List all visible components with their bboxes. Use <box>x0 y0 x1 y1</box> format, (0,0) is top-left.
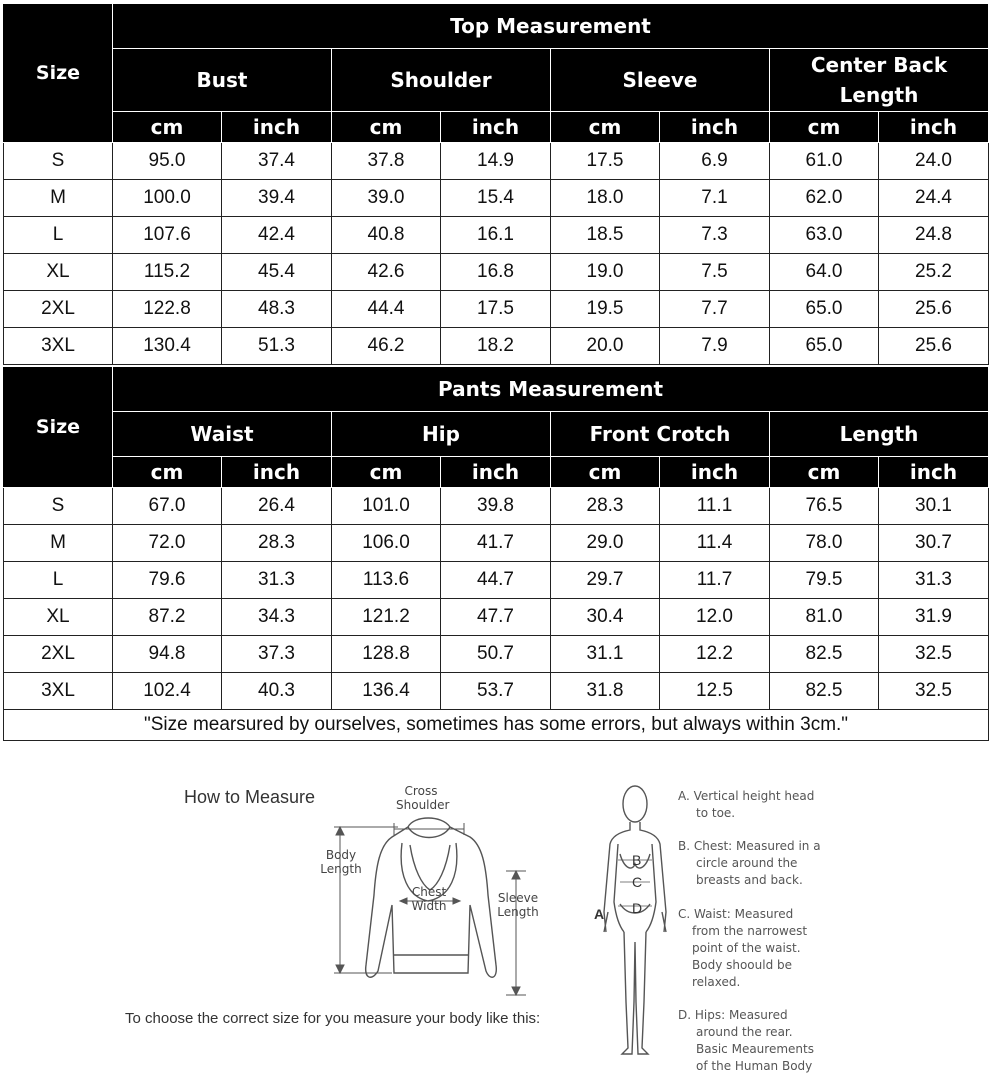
table-title: Top Measurement <box>113 4 989 49</box>
value-cell: 24.0 <box>879 143 989 180</box>
size-cell: 3XL <box>4 328 113 365</box>
value-cell: 18.5 <box>551 217 660 254</box>
value-cell: 14.9 <box>441 143 551 180</box>
value-cell: 81.0 <box>770 599 879 636</box>
value-cell: 31.1 <box>551 636 660 673</box>
unit-header: cm <box>770 457 879 488</box>
value-cell: 87.2 <box>113 599 222 636</box>
note-a: A. Vertical height head to toe. <box>678 789 815 820</box>
value-cell: 44.7 <box>441 562 551 599</box>
value-cell: 20.0 <box>551 328 660 365</box>
table-row <box>4 217 989 254</box>
body-figure-illustration <box>590 782 680 1062</box>
value-cell: 82.5 <box>770 673 879 710</box>
value-cell: 37.3 <box>222 636 332 673</box>
value-cell: 115.2 <box>113 254 222 291</box>
size-cell: 2XL <box>4 291 113 328</box>
value-cell: 37.8 <box>332 143 441 180</box>
value-cell: 44.4 <box>332 291 441 328</box>
value-cell: 19.5 <box>551 291 660 328</box>
value-cell: 63.0 <box>770 217 879 254</box>
value-cell: 7.7 <box>660 291 770 328</box>
unit-header: cm <box>113 457 222 488</box>
size-cell: XL <box>4 254 113 291</box>
note-c: C. Waist: Measured from the narrowest point of the waist. Body shoould be relaxed. <box>678 907 808 989</box>
value-cell: 29.7 <box>551 562 660 599</box>
measurement-note: "Size mearsured by ourselves, sometimes has some errors, but always within 3cm." <box>4 710 989 741</box>
value-cell: 94.8 <box>113 636 222 673</box>
value-cell: 37.4 <box>222 143 332 180</box>
group-header: Waist <box>113 412 332 457</box>
size-cell: 2XL <box>4 636 113 673</box>
value-cell: 26.4 <box>222 488 332 525</box>
value-cell: 121.2 <box>332 599 441 636</box>
unit-header: cm <box>332 112 441 143</box>
value-cell: 51.3 <box>222 328 332 365</box>
size-cell: 3XL <box>4 673 113 710</box>
value-cell: 31.9 <box>879 599 989 636</box>
value-cell: 24.4 <box>879 180 989 217</box>
value-cell: 31.3 <box>879 562 989 599</box>
group-header: Length <box>770 412 989 457</box>
value-cell: 76.5 <box>770 488 879 525</box>
unit-header: cm <box>551 112 660 143</box>
letter-a: A <box>594 906 605 922</box>
unit-header: cm <box>113 112 222 143</box>
unit-header: inch <box>441 457 551 488</box>
value-cell: 61.0 <box>770 143 879 180</box>
value-cell: 11.4 <box>660 525 770 562</box>
value-cell: 122.8 <box>113 291 222 328</box>
value-cell: 6.9 <box>660 143 770 180</box>
value-cell: 48.3 <box>222 291 332 328</box>
unit-header: cm <box>770 112 879 143</box>
unit-header: inch <box>441 112 551 143</box>
value-cell: 19.0 <box>551 254 660 291</box>
value-cell: 25.6 <box>879 328 989 365</box>
value-cell: 65.0 <box>770 291 879 328</box>
value-cell: 31.8 <box>551 673 660 710</box>
value-cell: 101.0 <box>332 488 441 525</box>
table-title: Pants Measurement <box>113 367 989 412</box>
table-row <box>4 488 989 525</box>
value-cell: 17.5 <box>441 291 551 328</box>
value-cell: 78.0 <box>770 525 879 562</box>
value-cell: 32.5 <box>879 673 989 710</box>
value-cell: 30.1 <box>879 488 989 525</box>
value-cell: 31.3 <box>222 562 332 599</box>
value-cell: 46.2 <box>332 328 441 365</box>
value-cell: 29.0 <box>551 525 660 562</box>
guide-instruction: To choose the correct size for you measure your body like this: <box>125 1010 541 1027</box>
value-cell: 41.7 <box>441 525 551 562</box>
value-cell: 39.8 <box>441 488 551 525</box>
value-cell: 12.5 <box>660 673 770 710</box>
pants-measurement-table <box>3 366 989 741</box>
body-length-label: Body Length <box>320 848 362 876</box>
chest-width-label: Chest Width <box>411 885 447 913</box>
letter-d: D <box>632 900 643 916</box>
unit-header: inch <box>660 457 770 488</box>
table-row <box>4 599 989 636</box>
table-row <box>4 562 989 599</box>
unit-header: inch <box>222 112 332 143</box>
value-cell: 128.8 <box>332 636 441 673</box>
size-header: Size <box>4 4 113 143</box>
value-cell: 62.0 <box>770 180 879 217</box>
value-cell: 34.3 <box>222 599 332 636</box>
size-cell: L <box>4 217 113 254</box>
measure-guide <box>0 760 989 1080</box>
size-cell: M <box>4 180 113 217</box>
value-cell: 72.0 <box>113 525 222 562</box>
value-cell: 45.4 <box>222 254 332 291</box>
value-cell: 53.7 <box>441 673 551 710</box>
value-cell: 11.7 <box>660 562 770 599</box>
value-cell: 100.0 <box>113 180 222 217</box>
table-row <box>4 328 989 365</box>
unit-header: inch <box>879 112 989 143</box>
value-cell: 136.4 <box>332 673 441 710</box>
table-row <box>4 180 989 217</box>
size-header: Size <box>4 367 113 488</box>
value-cell: 40.3 <box>222 673 332 710</box>
value-cell: 12.0 <box>660 599 770 636</box>
value-cell: 82.5 <box>770 636 879 673</box>
value-cell: 15.4 <box>441 180 551 217</box>
value-cell: 28.3 <box>222 525 332 562</box>
value-cell: 16.8 <box>441 254 551 291</box>
size-cell: L <box>4 562 113 599</box>
value-cell: 12.2 <box>660 636 770 673</box>
table-row <box>4 143 989 180</box>
value-cell: 7.5 <box>660 254 770 291</box>
value-cell: 50.7 <box>441 636 551 673</box>
value-cell: 17.5 <box>551 143 660 180</box>
value-cell: 102.4 <box>113 673 222 710</box>
note-b: B. Chest: Measured in a circle around the breasts and back. <box>678 839 821 887</box>
value-cell: 7.3 <box>660 217 770 254</box>
group-header: Front Crotch <box>551 412 770 457</box>
table-row <box>4 291 989 328</box>
value-cell: 113.6 <box>332 562 441 599</box>
value-cell: 18.2 <box>441 328 551 365</box>
value-cell: 107.6 <box>113 217 222 254</box>
value-cell: 40.8 <box>332 217 441 254</box>
value-cell: 25.6 <box>879 291 989 328</box>
size-cell: M <box>4 525 113 562</box>
size-cell: S <box>4 488 113 525</box>
unit-header: inch <box>879 457 989 488</box>
value-cell: 67.0 <box>113 488 222 525</box>
letter-b: B <box>632 852 642 868</box>
group-header: Hip <box>332 412 551 457</box>
value-cell: 16.1 <box>441 217 551 254</box>
table-row <box>4 673 989 710</box>
size-cell: XL <box>4 599 113 636</box>
table-row <box>4 254 989 291</box>
value-cell: 47.7 <box>441 599 551 636</box>
top-measurement-table <box>3 3 989 365</box>
value-cell: 11.1 <box>660 488 770 525</box>
table-row <box>4 525 989 562</box>
unit-header: inch <box>660 112 770 143</box>
size-cell: S <box>4 143 113 180</box>
value-cell: 30.4 <box>551 599 660 636</box>
value-cell: 79.5 <box>770 562 879 599</box>
value-cell: 42.4 <box>222 217 332 254</box>
group-header: Sleeve <box>551 49 770 112</box>
group-header: Shoulder <box>332 49 551 112</box>
value-cell: 39.0 <box>332 180 441 217</box>
value-cell: 65.0 <box>770 328 879 365</box>
value-cell: 7.9 <box>660 328 770 365</box>
value-cell: 28.3 <box>551 488 660 525</box>
table-row <box>4 636 989 673</box>
value-cell: 7.1 <box>660 180 770 217</box>
value-cell: 30.7 <box>879 525 989 562</box>
value-cell: 32.5 <box>879 636 989 673</box>
value-cell: 130.4 <box>113 328 222 365</box>
unit-header: cm <box>551 457 660 488</box>
guide-heading: How to Measure <box>184 787 316 807</box>
letter-c: C <box>632 874 643 890</box>
unit-header: cm <box>332 457 441 488</box>
value-cell: 95.0 <box>113 143 222 180</box>
unit-header: inch <box>222 457 332 488</box>
value-cell: 24.8 <box>879 217 989 254</box>
value-cell: 39.4 <box>222 180 332 217</box>
sleeve-length-label: Sleeve Length <box>497 891 539 919</box>
value-cell: 42.6 <box>332 254 441 291</box>
cross-shoulder-label: Cross Shoulder <box>396 784 450 812</box>
value-cell: 25.2 <box>879 254 989 291</box>
group-header: Bust <box>113 49 332 112</box>
group-header: Center Back Length <box>770 49 989 112</box>
value-cell: 64.0 <box>770 254 879 291</box>
value-cell: 79.6 <box>113 562 222 599</box>
value-cell: 18.0 <box>551 180 660 217</box>
value-cell: 106.0 <box>332 525 441 562</box>
note-d: D. Hips: Measured around the rear. Basic Meaurements of the Human Body <box>678 1008 814 1073</box>
